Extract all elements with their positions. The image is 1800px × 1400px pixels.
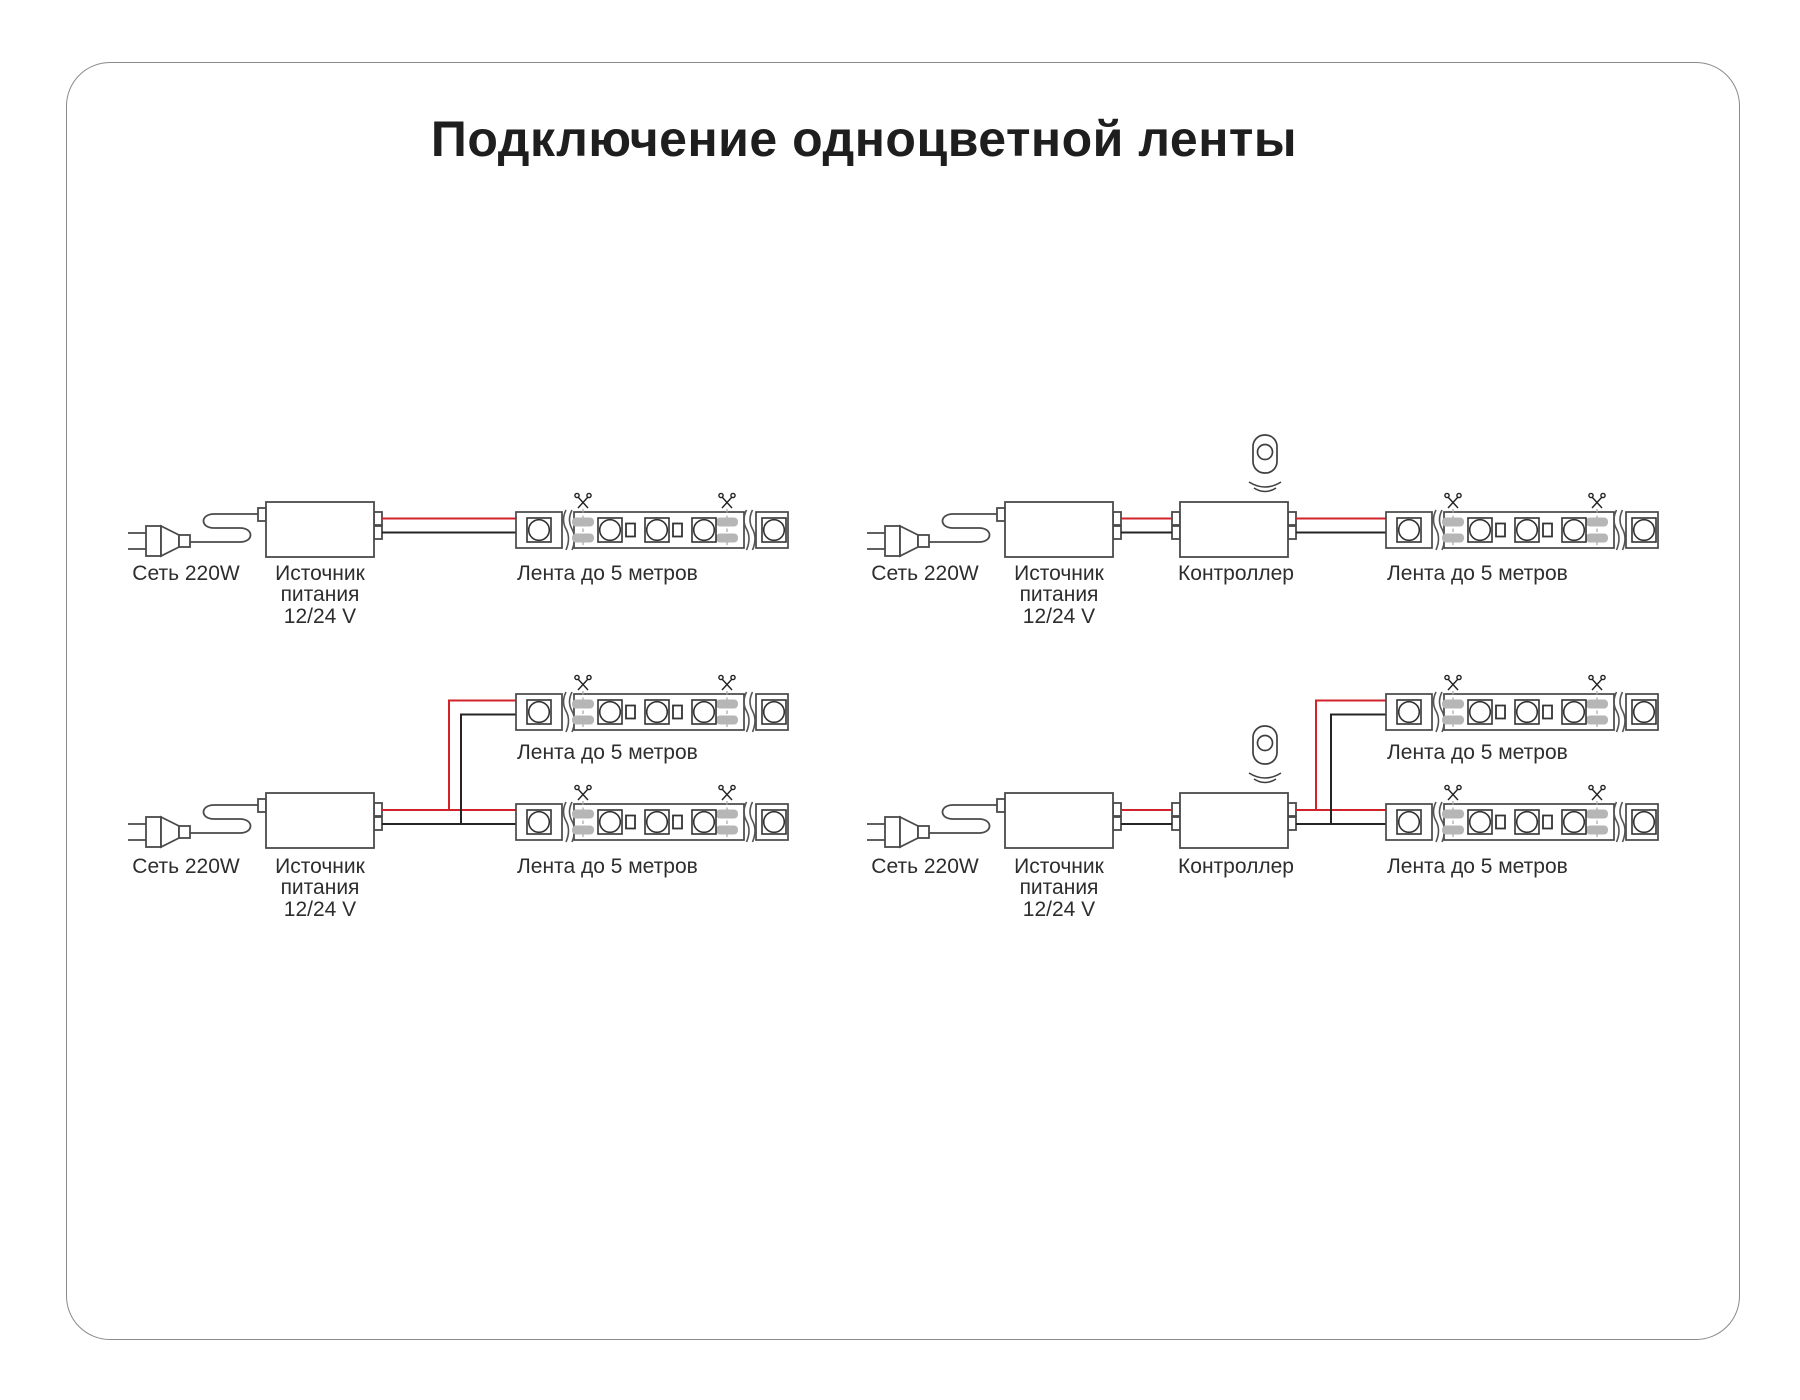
label-controller: Контроллер bbox=[1178, 855, 1294, 878]
label-strip-length: Лента до 5 метров bbox=[517, 741, 698, 764]
label-psu-line2: питания bbox=[1019, 876, 1099, 899]
label-psu-line1: Источник bbox=[1014, 562, 1104, 585]
power-plug-icon bbox=[128, 526, 190, 556]
label-psu-line1: Источник bbox=[275, 855, 365, 878]
diagram-psu-controller-strip bbox=[867, 435, 1658, 557]
label-controller: Контроллер bbox=[1178, 562, 1294, 585]
page-title: Подключение одноцветной ленты bbox=[430, 111, 1298, 167]
remote-icon bbox=[1249, 435, 1281, 492]
led-strip bbox=[1386, 493, 1658, 550]
plug-cable bbox=[190, 514, 258, 542]
led-strip bbox=[516, 675, 788, 732]
diagram-psu-to-strip bbox=[128, 493, 788, 557]
power-plug-icon bbox=[128, 817, 190, 847]
label-power-source: Сеть 220W bbox=[871, 562, 979, 585]
label-power-source: Сеть 220W bbox=[132, 855, 240, 878]
label-psu-voltage: 12/24 V bbox=[1022, 605, 1096, 628]
led-strip bbox=[1386, 675, 1658, 732]
label-psu-line1: Источник bbox=[275, 562, 365, 585]
label-psu-line2: питания bbox=[280, 876, 360, 899]
power-supply-box bbox=[997, 793, 1121, 848]
power-supply-box bbox=[258, 502, 382, 557]
controller-box bbox=[1172, 793, 1296, 848]
label-psu-voltage: 12/24 V bbox=[283, 898, 357, 921]
label-power-source: Сеть 220W bbox=[871, 855, 979, 878]
power-supply-box bbox=[997, 502, 1121, 557]
label-strip-length: Лента до 5 метров bbox=[517, 562, 698, 585]
led-strip bbox=[516, 493, 788, 550]
power-supply-box bbox=[258, 793, 382, 848]
label-psu-line2: питания bbox=[280, 583, 360, 606]
label-strip-length: Лента до 5 метров bbox=[1387, 741, 1568, 764]
plug-cable bbox=[929, 805, 997, 833]
power-plug-icon bbox=[867, 526, 929, 556]
label-power-source: Сеть 220W bbox=[132, 562, 240, 585]
label-strip-length: Лента до 5 метров bbox=[1387, 562, 1568, 585]
led-strip bbox=[516, 785, 788, 842]
led-strip bbox=[1386, 785, 1658, 842]
label-psu-voltage: 12/24 V bbox=[1022, 898, 1096, 921]
power-plug-icon bbox=[867, 817, 929, 847]
plug-cable bbox=[190, 805, 258, 833]
label-strip-length: Лента до 5 метров bbox=[1387, 855, 1568, 878]
label-psu-line1: Источник bbox=[1014, 855, 1104, 878]
label-psu-voltage: 12/24 V bbox=[283, 605, 357, 628]
plug-cable bbox=[929, 514, 997, 542]
label-strip-length: Лента до 5 метров bbox=[517, 855, 698, 878]
label-psu-line2: питания bbox=[1019, 583, 1099, 606]
controller-box bbox=[1172, 502, 1296, 557]
wire-red bbox=[382, 701, 516, 811]
remote-icon bbox=[1249, 726, 1281, 783]
